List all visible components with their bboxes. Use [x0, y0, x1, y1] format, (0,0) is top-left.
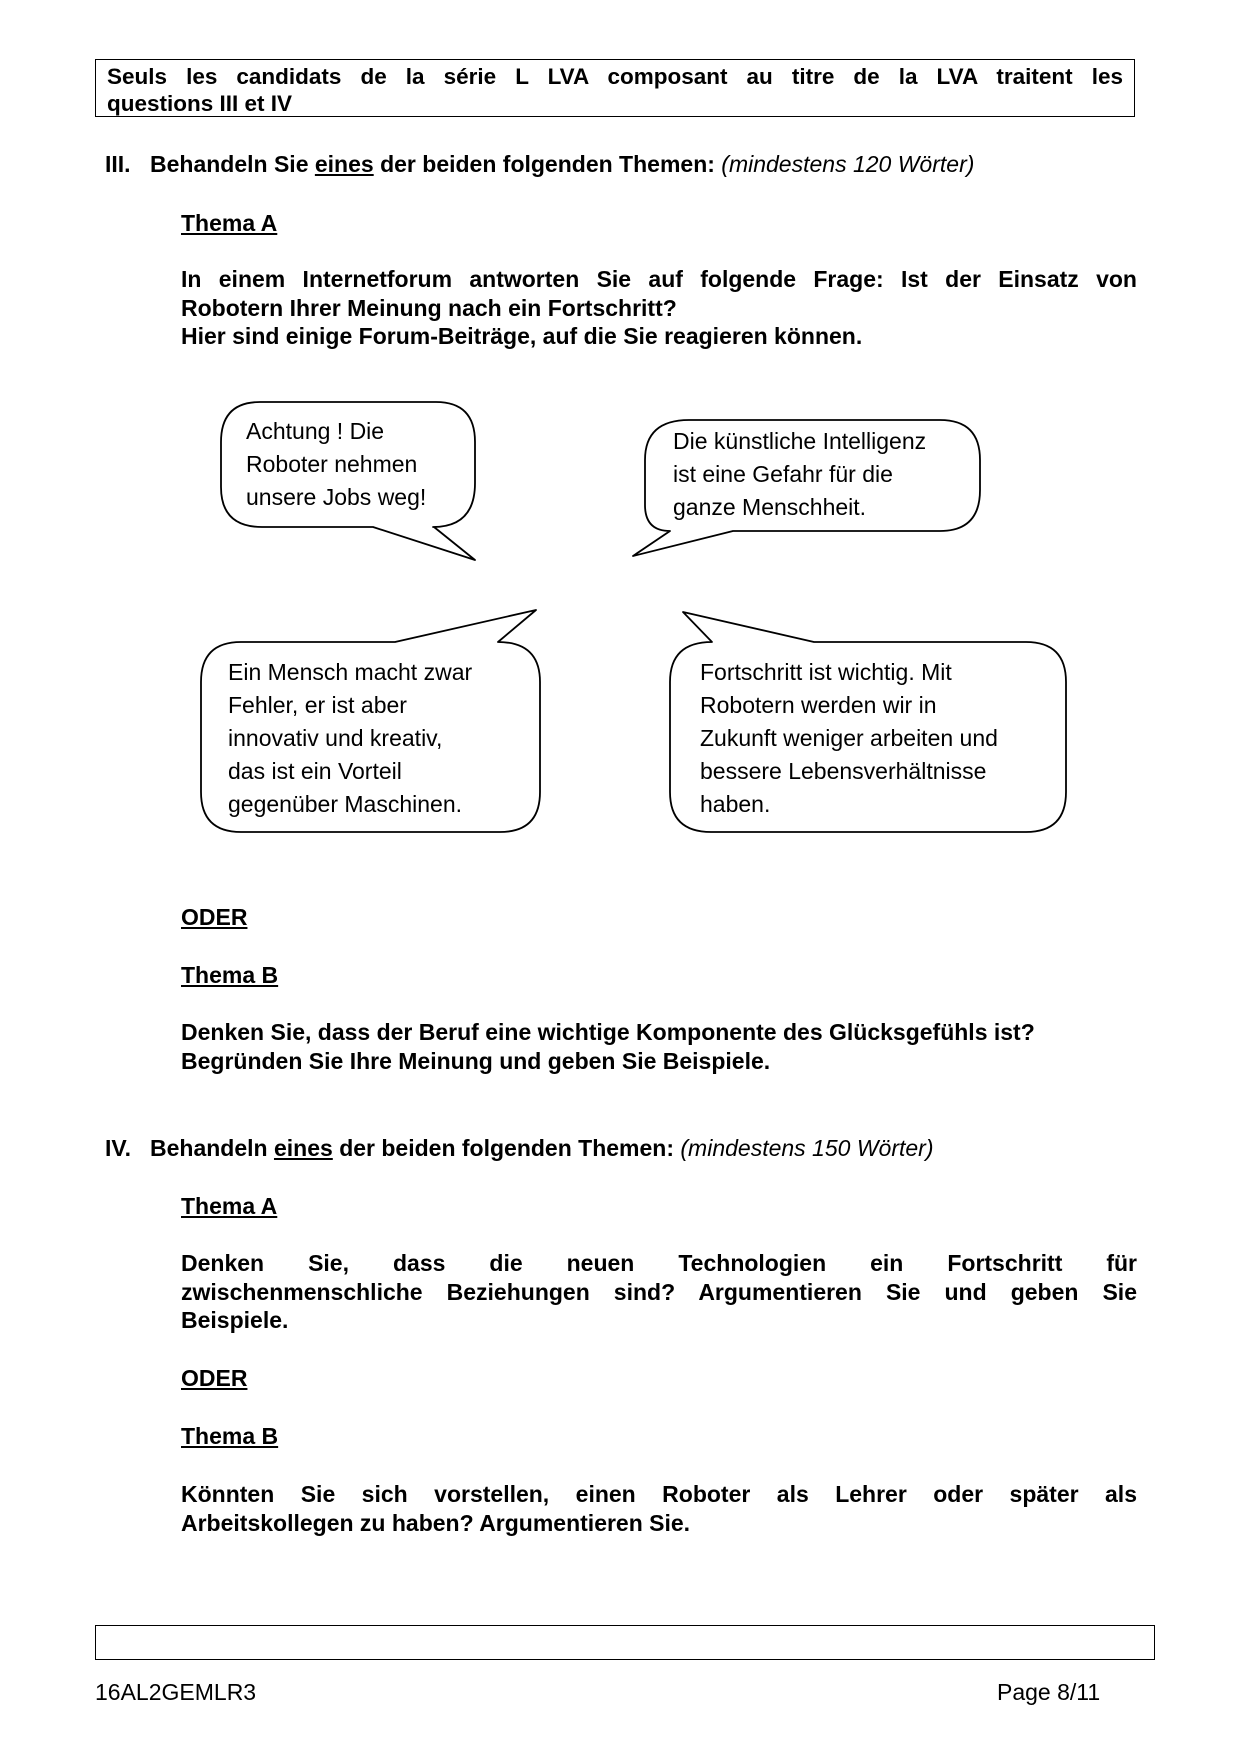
section-3-thema-a-line-3: Hier sind einige Forum-Beiträge, auf die Sie reagieren können.	[181, 323, 863, 349]
section-3-word-count: (mindestens 120 Wörter)	[721, 151, 975, 177]
bubble-4-line-2: Robotern werden wir in	[700, 692, 937, 718]
section-3-thema-a-line-2: Robotern Ihrer Meinung nach ein Fortschritt?	[181, 294, 677, 321]
section-3-thema-b-text	[181, 1018, 1137, 1075]
footer-page-number: Page 8/11	[997, 1679, 1101, 1705]
bubble-2-line-1: Die künstliche Intelligenz	[673, 428, 927, 454]
section-3-title-pre: Behandeln Sie	[150, 151, 309, 177]
bubble-3-line-2: Fehler, er ist aber	[228, 692, 407, 718]
bubble-1-line-2: Roboter nehmen	[246, 451, 418, 477]
bubble-3-line-1: Ein Mensch macht zwar	[228, 659, 473, 685]
bubble-3-line-3: innovativ und kreativ,	[228, 725, 443, 751]
footer-code: 16AL2GEMLR3	[95, 1679, 257, 1705]
section-4-thema-a-text	[181, 1249, 1137, 1335]
section-3-number: III.	[105, 151, 131, 177]
section-3-thema-a-label: Thema A	[181, 210, 278, 236]
section-4-thema-b-line-1: Könnten Sie sich vorstellen, einen Roboter als Lehrer oder später als	[181, 1481, 1137, 1507]
bubble-3-line-5: gegenüber Maschinen.	[228, 791, 462, 817]
section-4-title-underlined: eines	[273, 1135, 333, 1161]
section-3-title-underlined: eines	[314, 151, 374, 177]
section-3-thema-b-label: Thema B	[181, 962, 279, 988]
section-4-oder-label: ODER	[181, 1365, 248, 1391]
bubble-1-line-1: Achtung ! Die	[246, 418, 385, 444]
bubble-4-line-5: haben.	[700, 791, 771, 817]
notice-line-1: Seuls les candidats de la série L LVA composant au titre de la LVA traitent les	[107, 64, 1123, 89]
bubble-4-line-3: Zukunft weniger arbeiten und	[700, 725, 998, 751]
section-4-title-post: der beiden folgenden Themen:	[339, 1135, 674, 1161]
section-4-thema-b-line-2: Arbeitskollegen zu haben? Argumentieren Sie.	[181, 1509, 691, 1536]
section-4-thema-b-text	[181, 1480, 1137, 1537]
section-4-thema-a-line-3: Beispiele.	[181, 1307, 289, 1333]
speech-bubble-4-text	[700, 656, 998, 821]
notice-line-2: questions III et IV	[107, 91, 293, 116]
speech-bubble-2-text	[673, 425, 926, 524]
bubble-3-line-4: das ist ein Vorteil	[228, 758, 402, 784]
section-4-thema-a-line-2: zwischenmenschliche Beziehungen sind? Argumentieren Sie und geben Sie	[181, 1278, 1137, 1305]
section-4-thema-b-label: Thema B	[181, 1423, 279, 1449]
section-3-thema-a-line-1: In einem Internetforum antworten Sie auf folgende Frage: Ist der Einsatz von	[181, 266, 1137, 292]
section-4-word-count: (mindestens 150 Wörter)	[680, 1135, 934, 1161]
bubble-1-line-3: unsere Jobs weg!	[246, 484, 427, 510]
section-4-thema-a-label: Thema A	[181, 1193, 278, 1219]
section-3-title-post: der beiden folgenden Themen:	[380, 151, 715, 177]
section-4-title-pre: Behandeln	[150, 1135, 268, 1161]
speech-bubble-3-text	[228, 656, 472, 821]
bubble-4-line-1: Fortschritt ist wichtig. Mit	[700, 659, 952, 685]
section-4-thema-a-line-1: Denken Sie, dass die neuen Technologien ein Fortschritt für	[181, 1250, 1137, 1276]
bubble-2-line-3: ganze Menschheit.	[673, 494, 867, 520]
bubble-4-line-4: bessere Lebensverhältnisse	[700, 758, 987, 784]
section-4-number: IV.	[105, 1135, 132, 1161]
speech-bubble-1-text	[246, 415, 426, 514]
section-3-thema-b-line-1: Denken Sie, dass der Beruf eine wichtige Komponente des Glücksgefühls ist?	[181, 1019, 1035, 1045]
section-3-oder-label: ODER	[181, 904, 248, 930]
footer-box	[95, 1625, 1155, 1660]
section-3-thema-b-line-2: Begründen Sie Ihre Meinung und geben Sie Beispiele.	[181, 1047, 771, 1074]
section-4-heading	[105, 1134, 933, 1162]
bubble-2-line-2: ist eine Gefahr für die	[673, 461, 893, 487]
